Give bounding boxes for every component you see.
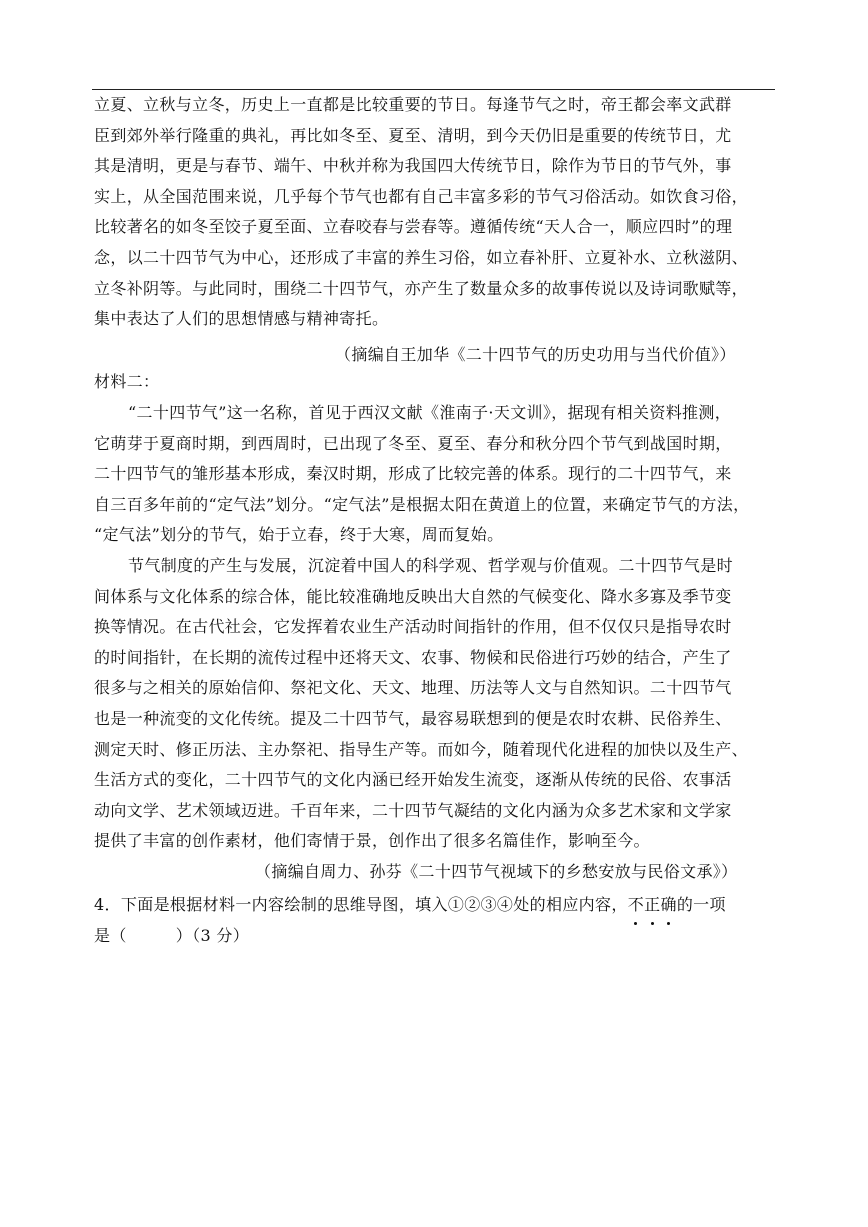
question-4-prefix: 4．下面是根据材料一内容绘制的思维导图，填入①②③④处的相应内容，: [94, 895, 628, 914]
passage-line: 集中表达了人们的思想情感与精神寄托。: [94, 309, 389, 329]
passage-line: 比较著名的如冬至饺子夏至面、立春咬春与尝春等。遵循传统“天人合一，顺应四时”的理: [94, 217, 733, 237]
material2-heading-block: [94, 367, 780, 398]
material1-source: （摘编自王加华《二十四节气的历史功用与当代价值》）: [335, 345, 736, 364]
passage-line: 的时间指针，在长期的流传过程中还将天文、农事、物候和民俗进行巧妙的结合，产生了: [94, 647, 732, 667]
passage-line: 很多与之相关的原始信仰、祭祀文化、天文、地理、历法等人文与自然知识。二十四节气: [94, 678, 732, 698]
passage-line: 自三百多年前的“定气法”划分。“定气法”是根据太阳在黄道上的位置，来确定节气的方法，: [94, 494, 750, 514]
passage-line: 二十四节气的雏形基本形成，秦汉时期，形成了比较完善的体系。现行的二十四节气，来: [94, 464, 732, 484]
passage-line: “定气法”划分的节气，始于立春，终于大寒，周而复始。: [94, 525, 504, 545]
passage-line: 也是一种流变的文化传统。提及二十四节气，最容易联想到的便是农时农耕、民俗养生、: [94, 708, 732, 728]
material2-source: （摘编自周力、孙芬《二十四节气视域下的乡愁安放与民俗文承》）: [255, 862, 738, 881]
passage-line: 换等情况。在古代社会，它发挥着农业生产活动时间指针的作用，但不仅仅只是指导农时: [94, 617, 732, 637]
material2-heading: 材料二：: [94, 372, 160, 391]
passage-line: 测定天时、修正历法、主办祭祀、指导生产等。而如今，随着现代化进程的加快以及生产、: [94, 739, 749, 759]
passage-line: 立夏、立秋与立冬，历史上一直都是比较重要的节日。每逢节气之时，帝王都会率文武群: [94, 95, 732, 114]
passage-line: “二十四节气”这一名称，首见于西汉文献《淮南子·天文训》，据现有相关资料推测，: [128, 403, 732, 422]
passage-line: 间体系与文化体系的综合体，能比较准确地反映出大自然的气候变化、降水多寡及季节变: [94, 586, 732, 606]
passage-line: 其是清明，更是与春节、端午、中秋并称为我国四大传统节日，除作为节日的节气外，事: [94, 156, 732, 176]
question-4-line-1: [94, 890, 780, 921]
passage-line: 动向文学、艺术领域迈进。千百年来，二十四节气凝结的文化内涵为众多艺术家和文学家: [94, 800, 732, 820]
emphasis-char: 正: [644, 890, 660, 921]
passage-line: 实上，从全国范围来说，几乎每个节气也都有自己丰富多彩的节气习俗活动。如饮食习俗，: [94, 186, 749, 206]
passage-line: 念，以二十四节气为中心，还形成了丰富的养生习俗，如立春补肝、立夏补水、立秋滋阴、: [94, 247, 749, 267]
passage-line: 臣到郊外举行隆重的典礼，再比如冬至、夏至、清明，到今天仍旧是重要的传统节日，尤: [94, 125, 732, 145]
question-4-suffix: 的一项: [676, 895, 726, 914]
emphasis-char: 不: [628, 890, 644, 921]
passage-line: 提供了丰富的创作素材，他们寄情于景，创作出了很多名篇佳作，影响至今。: [94, 831, 650, 851]
passage-line: 节气制度的产生与发展，沉淀着中国人的科学观、哲学观与价值观。二十四节气是时: [128, 555, 733, 575]
passage-line: 它萌芽于夏商时期，到西周时，已出现了冬至、夏至、春分和秋分四个节气到战国时期，: [94, 433, 732, 453]
passage-line: 立冬补阴等。与此同时，围绕二十四节气，亦产生了数量众多的故事传说以及诗词歌赋等，: [94, 278, 749, 298]
material2-paragraph-1: [94, 398, 780, 857]
question-4-line-2: 是（ ）（3 分）: [94, 925, 250, 945]
question-4: [94, 890, 780, 951]
passage-line: 生活方式的变化，二十四节气的文化内涵已经开始发生流变，逐渐从传统的民俗、农事活: [94, 770, 732, 790]
emphasis-char: 确: [660, 890, 676, 921]
material1-passage: [94, 90, 780, 335]
